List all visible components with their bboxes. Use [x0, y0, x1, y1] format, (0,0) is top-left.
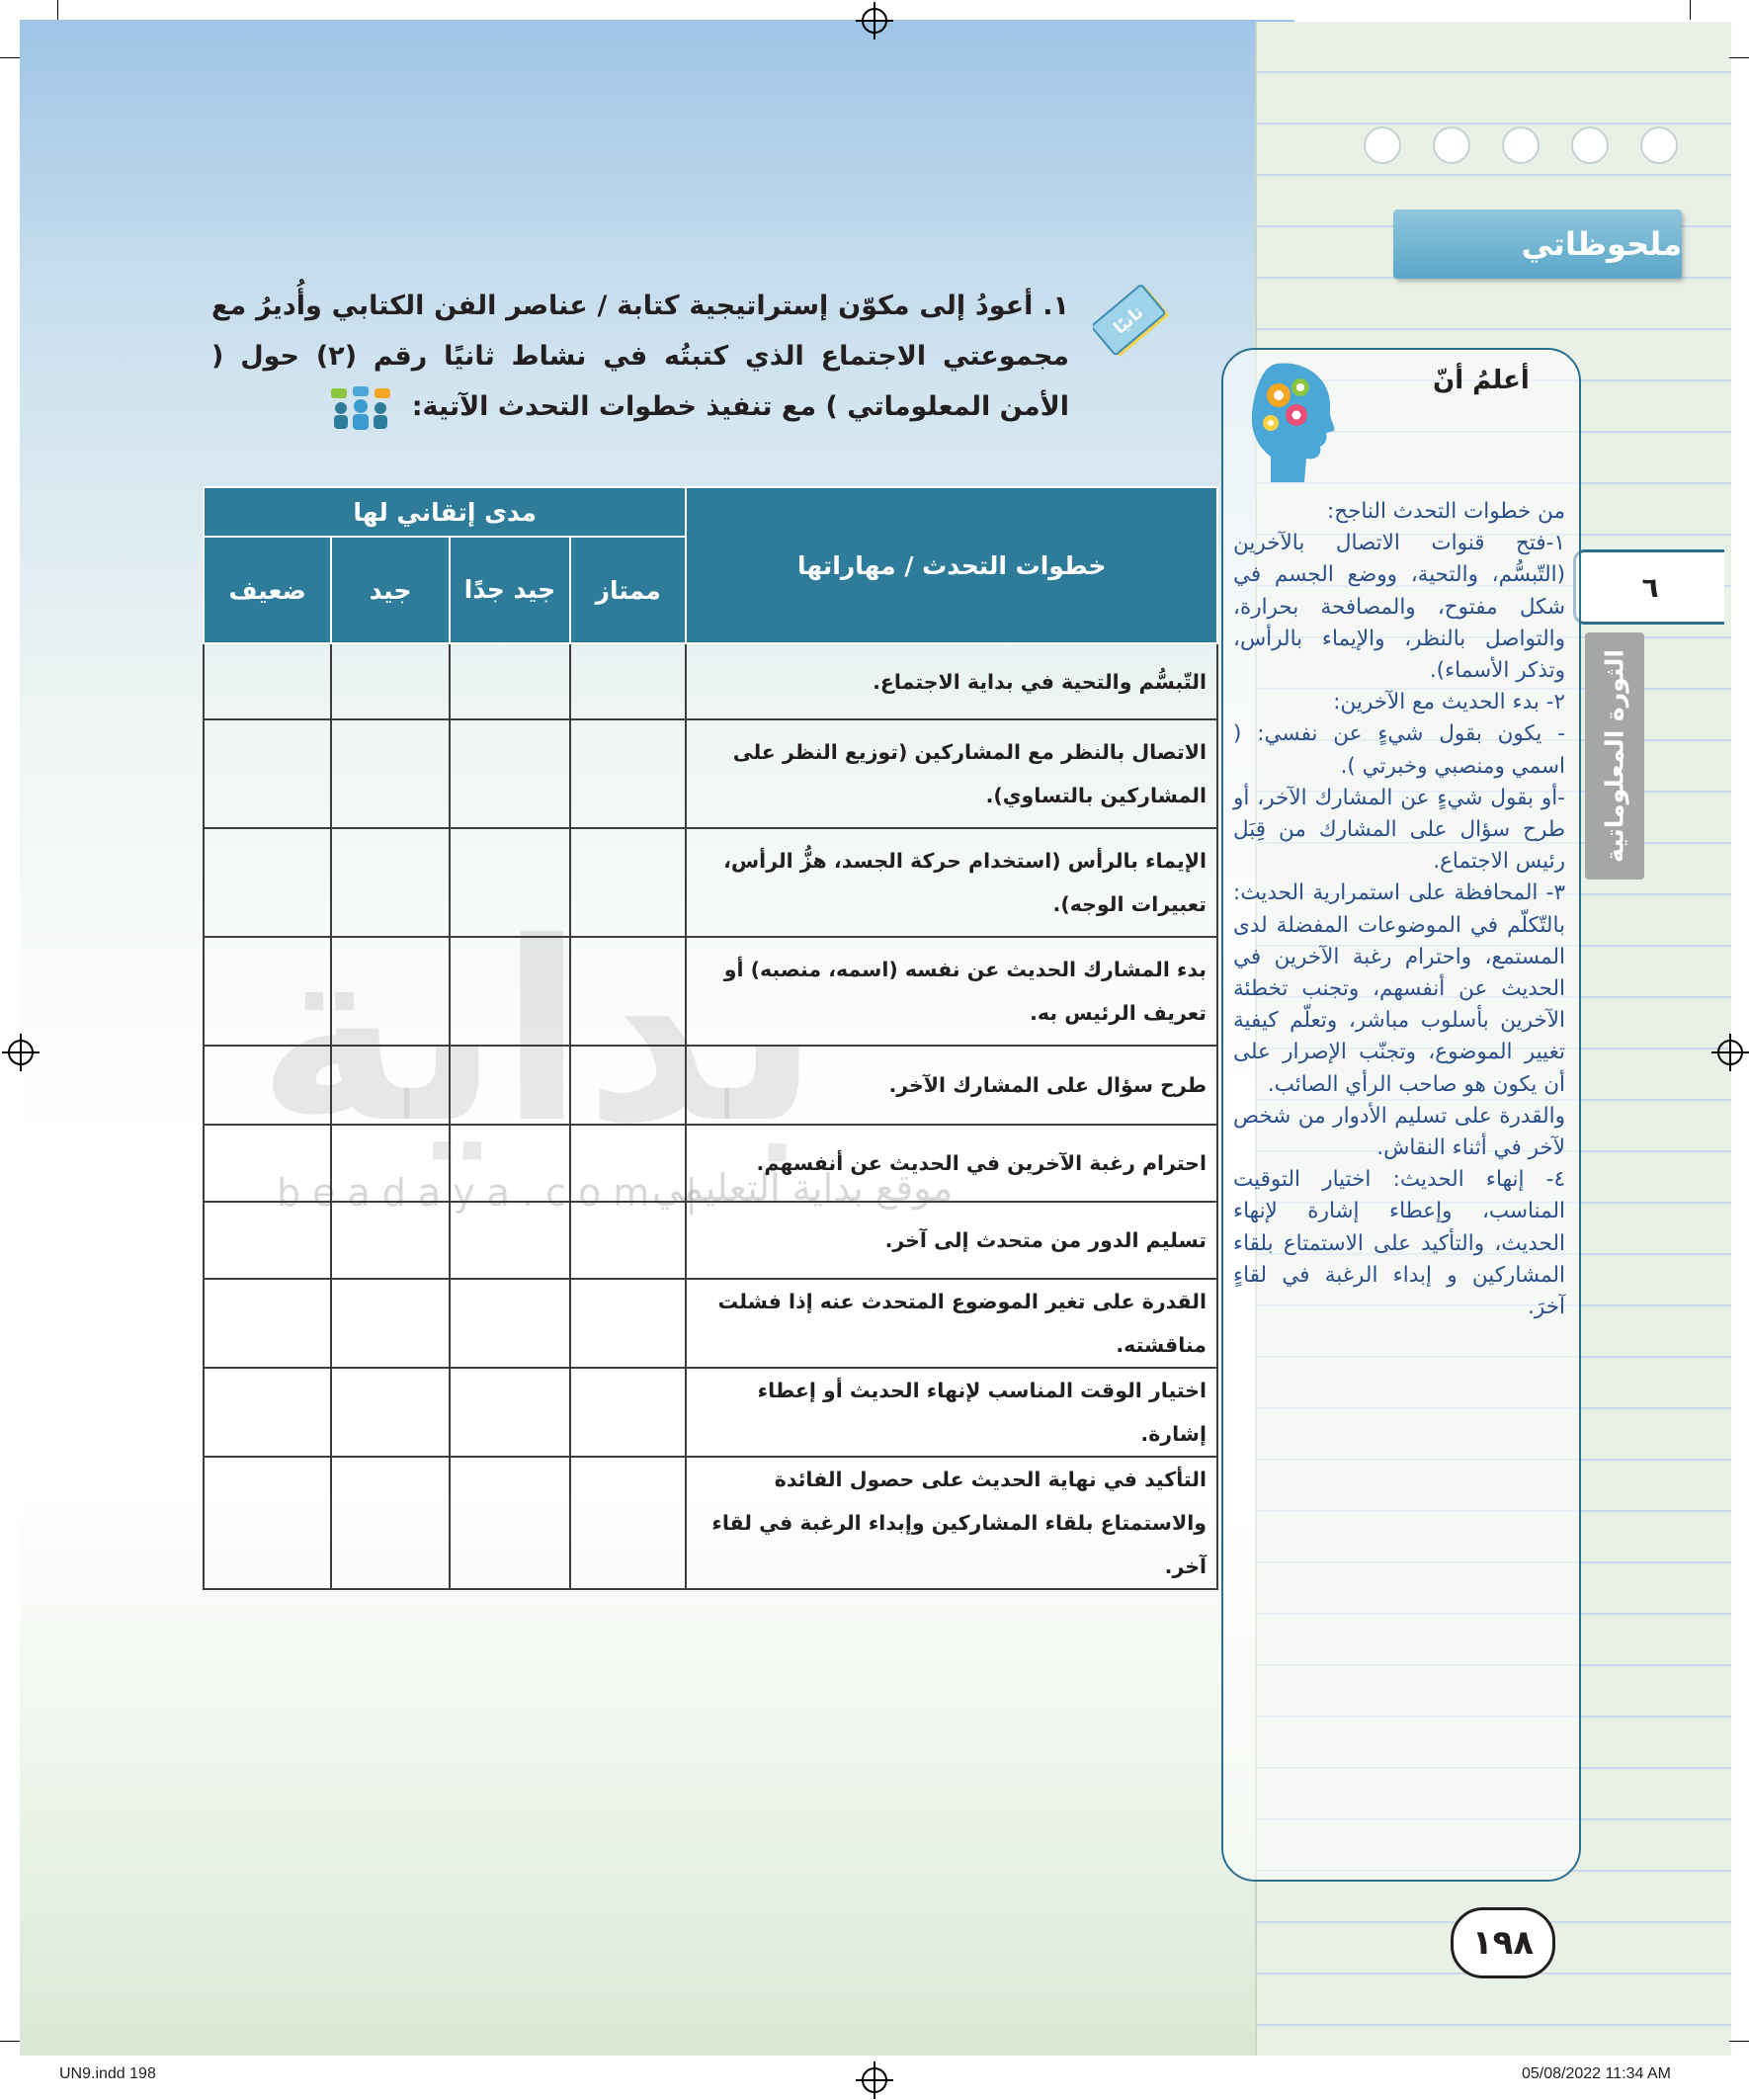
question-body: ١. أعودُ إلى مكوّن إستراتيجية كتابة / عناصر الفن الكتابي وأُديرُ مع مجموعتي الاجتماع الذي كتبتُه في نشاط ثانيًا رقم (٢) حول ( الأمن المعلوماتي ) مع تنفيذ خطوات التحدث الآتية: — [211, 291, 1069, 422]
rating-cell-good[interactable] — [331, 1046, 450, 1125]
rating-cell-weak[interactable] — [204, 1202, 331, 1279]
rating-cell-weak[interactable] — [204, 1279, 331, 1368]
binder-hole-icon — [1640, 126, 1678, 164]
skill-cell: الاتصال بالنظر مع المشاركين (توزيع النظر على المشاركين بالتساوي). — [686, 719, 1217, 828]
rating-cell-weak[interactable] — [204, 643, 331, 719]
column-header-steps: خطوات التحدث / مهاراتها — [686, 487, 1217, 643]
info-paragraph: ٣- المحافظة على استمرارية الحديث: بالتّكلّم في الموضوعات المفضلة لدى المستمع، واحترام رغبة الآخرين في الحديث عن أنفسهم، وتجنب تخطئة الآخرين بأسلوب مباشر، وتعلّم كيفية تغيير الموضوع، وتجنّب الإصرار على أن يكون هو صاحب الرأي الصائب. — [1233, 881, 1565, 1097]
level-header-good: جيد — [331, 537, 450, 643]
footer-date-info: 05/08/2022 11:34 AM — [1522, 2065, 1671, 2082]
watermark-site-name: موقع بداية التعليمي — [652, 1166, 954, 1210]
crop-mark — [0, 57, 20, 58]
level-header-very-good: جيد جدًا — [450, 537, 570, 643]
rating-cell-very-good[interactable] — [450, 1279, 570, 1368]
skill-cell: احترام رغبة الآخرين في الحديث عن أنفسهم. — [686, 1125, 1217, 1202]
rating-cell-excellent[interactable] — [570, 1279, 686, 1368]
rating-cell-excellent[interactable] — [570, 1202, 686, 1279]
notes-tab: ملحوظاتي — [1393, 210, 1682, 279]
rating-cell-good[interactable] — [331, 719, 450, 828]
info-paragraph: - يكون بقول شيءٍ عن نفسي: ( اسمي ومنصبي وخبرتي ). — [1233, 721, 1565, 779]
table-row — [204, 828, 1217, 937]
rating-cell-very-good[interactable] — [450, 1125, 570, 1202]
skill-cell: الإيماء بالرأس (استخدام حركة الجسد، هزُّ الرأس، تعبيرات الوجه). — [686, 828, 1217, 937]
unit-number-tab: ٦ — [1573, 549, 1724, 625]
skill-cell: تسليم الدور من متحدث إلى آخر. — [686, 1202, 1217, 1279]
crop-mark — [57, 0, 58, 20]
rating-cell-good[interactable] — [331, 937, 450, 1046]
binder-hole-icon — [1364, 126, 1401, 164]
rating-cell-excellent[interactable] — [570, 1046, 686, 1125]
rating-cell-good[interactable] — [331, 643, 450, 719]
rating-cell-good[interactable] — [331, 1457, 450, 1589]
rating-cell-good[interactable] — [331, 1368, 450, 1457]
rating-cell-weak[interactable] — [204, 1125, 331, 1202]
column-header-mastery: مدى إتقاني لها — [204, 487, 686, 537]
binder-hole-icon — [1433, 126, 1470, 164]
registration-mark-icon — [8, 1040, 34, 1065]
rating-cell-very-good[interactable] — [450, 1046, 570, 1125]
group-discussion-icon — [327, 386, 394, 430]
info-paragraph: ١-فتح قنوات الاتصال بالآخرين (التّبسُّم، والتحية، ووضع الجسم في شكل مفتوح، والمصافحة بحرارة، والتواصل بالنظر، والإيماء بالرأس، وتذكر الأسماء). — [1233, 531, 1565, 684]
level-header-excellent: ممتاز — [570, 537, 686, 643]
rating-cell-good[interactable] — [331, 1279, 450, 1368]
rating-cell-very-good[interactable] — [450, 828, 570, 937]
rating-cell-good[interactable] — [331, 828, 450, 937]
registration-mark-icon — [1717, 1040, 1743, 1065]
unit-title-tab — [1585, 632, 1644, 880]
crop-mark — [1729, 57, 1749, 58]
rating-cell-very-good[interactable] — [450, 937, 570, 1046]
rating-cell-very-good[interactable] — [450, 1202, 570, 1279]
table-row — [204, 1125, 1217, 1202]
skill-cell: التّبسُّم والتحية في بداية الاجتماع. — [686, 643, 1217, 719]
table-row — [204, 643, 1217, 719]
binder-hole-icon — [1502, 126, 1540, 164]
rating-cell-very-good[interactable] — [450, 1457, 570, 1589]
registration-mark-icon — [862, 2067, 887, 2093]
table-row — [204, 1368, 1217, 1457]
rating-cell-excellent[interactable] — [570, 643, 686, 719]
table-row — [204, 937, 1217, 1046]
rating-cell-good[interactable] — [331, 1125, 450, 1202]
section-badge-icon — [1093, 281, 1172, 360]
rating-cell-weak[interactable] — [204, 937, 331, 1046]
rating-cell-very-good[interactable] — [450, 1368, 570, 1457]
rating-cell-weak[interactable] — [204, 1457, 331, 1589]
info-paragraph: ٤- إنهاء الحديث: اختيار التوقيت المناسب، وإعطاء إشارة لإنهاء الحديث، والتأكيد على الاستمتاع بلقاء المشاركين و إبداء الرغبة في لقاءٍ آخرَ. — [1233, 1167, 1565, 1320]
info-paragraph: والقدرة على تسليم الأدوار من شخص لآخر في أثناء النقاش. — [1233, 1103, 1565, 1161]
registration-mark-icon — [862, 8, 887, 34]
crop-mark — [1729, 2041, 1749, 2042]
rating-cell-weak[interactable] — [204, 1368, 331, 1457]
rating-cell-excellent[interactable] — [570, 1457, 686, 1589]
rating-cell-excellent[interactable] — [570, 1125, 686, 1202]
skill-cell: القدرة على تغير الموضوع المتحدث عنه إذا فشلت مناقشته. — [686, 1279, 1217, 1368]
crop-mark — [1690, 0, 1691, 20]
table-row — [204, 719, 1217, 828]
level-header-weak: ضعيف — [204, 537, 331, 643]
table-row — [204, 1457, 1217, 1589]
head-gears-icon — [1247, 358, 1338, 486]
info-paragraph: -أو بقول شيءٍ عن المشارك الآخر، أو طرح سؤال على المشارك من قِبَل رئيس الاجتماع. — [1233, 785, 1565, 875]
question-text — [211, 281, 1069, 432]
rating-cell-weak[interactable] — [204, 828, 331, 937]
section-badge-label: ثانيًا — [1110, 302, 1148, 339]
unit-title-label: الثورة المعلوماتية — [1600, 648, 1629, 864]
table-row — [204, 1202, 1217, 1279]
table-row — [204, 1046, 1217, 1125]
skill-cell: اختيار الوقت المناسب لإنهاء الحديث أو إعطاء إشارة. — [686, 1368, 1217, 1457]
skill-cell: التأكيد في نهاية الحديث على حصول الفائدة والاستمتاع بلقاء المشاركين وإبداء الرغبة في لقاء آخر. — [686, 1457, 1217, 1589]
rating-cell-very-good[interactable] — [450, 643, 570, 719]
table-row — [204, 1279, 1217, 1368]
skill-cell: طرح سؤال على المشارك الآخر. — [686, 1046, 1217, 1125]
rating-cell-excellent[interactable] — [570, 1368, 686, 1457]
crop-mark — [0, 2041, 20, 2042]
rating-cell-very-good[interactable] — [450, 719, 570, 828]
binder-hole-icon — [1571, 126, 1609, 164]
skills-table — [203, 486, 1218, 1590]
rating-cell-weak[interactable] — [204, 1046, 331, 1125]
footer-file-info: UN9.indd 198 — [59, 2065, 156, 2082]
info-box-title: أعلمُ أنّ — [1433, 366, 1530, 395]
info-paragraph: من خطوات التحدث الناجح: — [1326, 499, 1565, 524]
rating-cell-excellent[interactable] — [570, 937, 686, 1046]
watermark-logo-text: بداية — [257, 889, 820, 1177]
page-number: ١٩٨ — [1451, 1907, 1555, 1978]
info-box-text — [1233, 496, 1565, 1323]
rating-cell-excellent[interactable] — [570, 828, 686, 937]
info-paragraph: ٢- بدء الحديث مع الآخرين: — [1333, 690, 1565, 715]
watermark-url: beadaya.com | — [277, 1171, 710, 1215]
rating-cell-weak[interactable] — [204, 719, 331, 828]
rating-cell-good[interactable] — [331, 1202, 450, 1279]
skill-cell: بدء المشارك الحديث عن نفسه (اسمه، منصبه) أو تعريف الرئيس به. — [686, 937, 1217, 1046]
rating-cell-excellent[interactable] — [570, 719, 686, 828]
